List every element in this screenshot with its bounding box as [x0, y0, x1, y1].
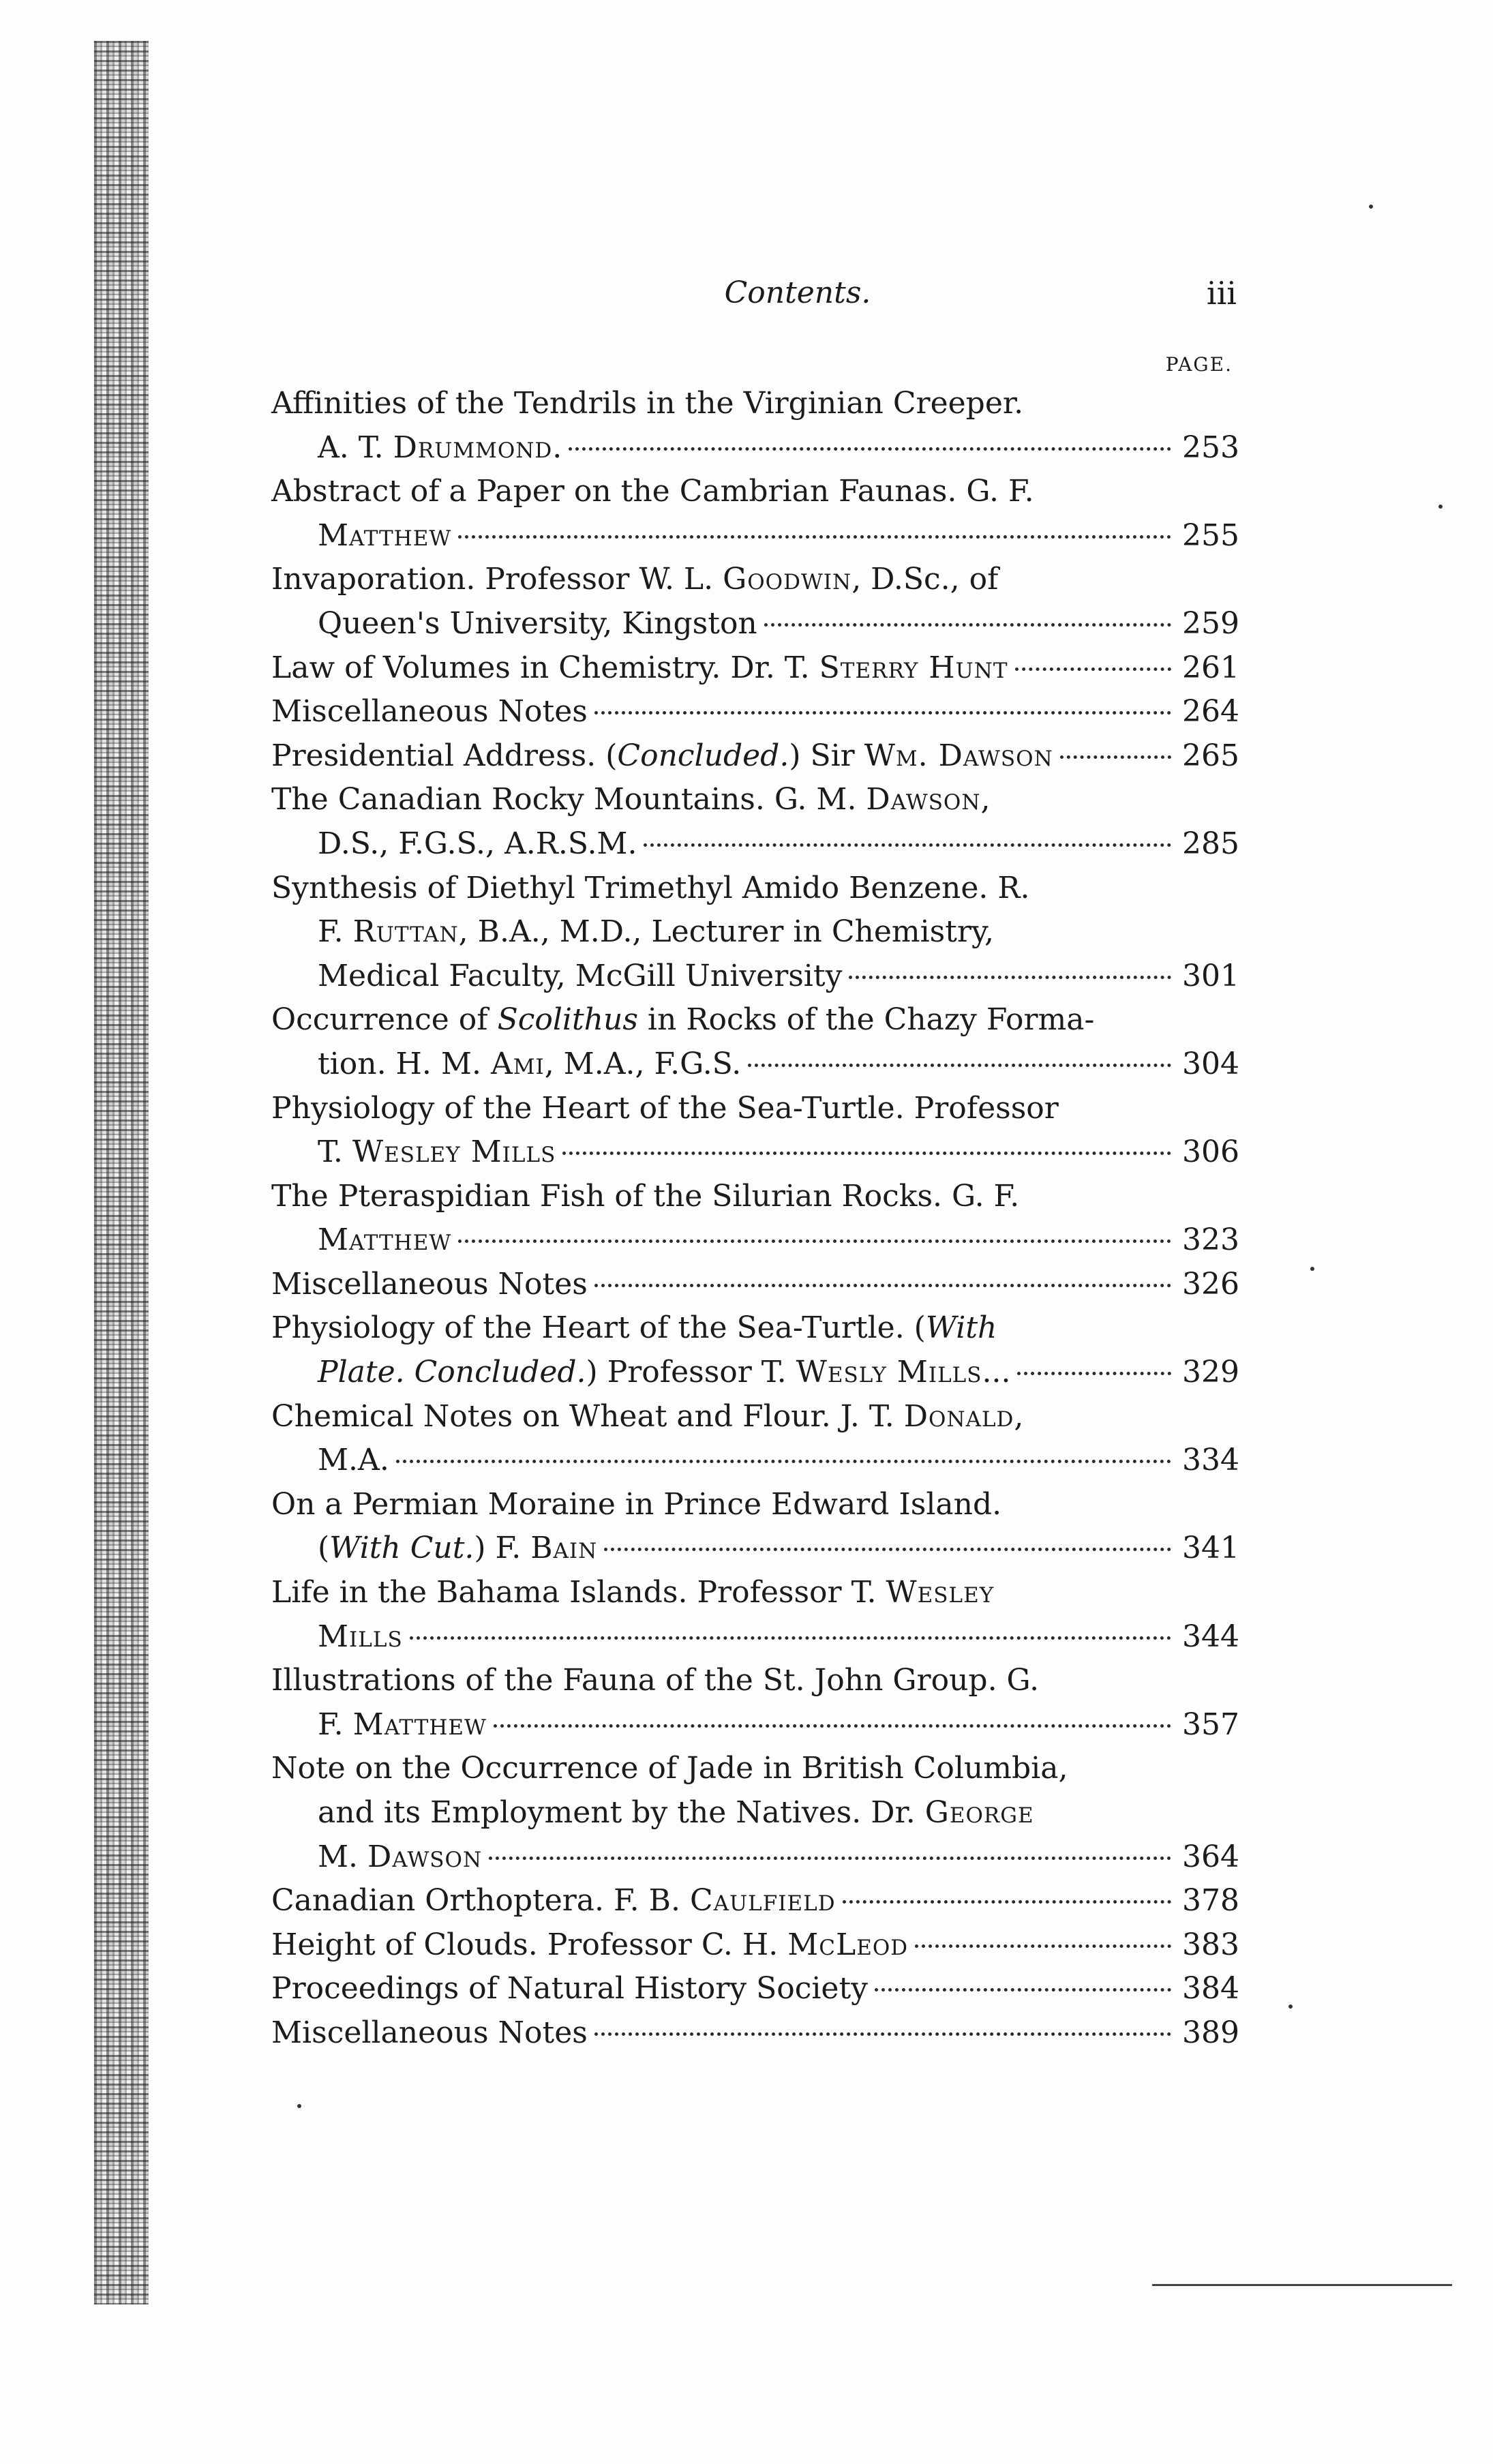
dot-leader: [489, 1857, 1171, 1860]
scan-speck: [1288, 2004, 1293, 2009]
toc-page-number: 306: [1182, 1135, 1239, 1170]
dot-leader: [764, 623, 1171, 627]
toc-entry-text: A. T. Drummond.: [318, 430, 562, 465]
dot-leader: [494, 1724, 1171, 1728]
toc-entry: [271, 382, 1239, 470]
toc-entry-text: Physiology of the Heart of the Sea-Turtle. Professor: [271, 1090, 1059, 1126]
toc-entry-text: Law of Volumes in Chemistry. Dr. T. Sterry Hunt: [271, 650, 1008, 685]
toc-line: [271, 1923, 1239, 1968]
table-of-contents: [271, 382, 1239, 2056]
dot-leader: [875, 1988, 1171, 1992]
toc-line: [271, 1218, 1239, 1263]
toc-entry-text: Miscellaneous Notes: [271, 1266, 588, 1302]
toc-entry-text: (With Cut.) F. Bain: [318, 1531, 598, 1566]
toc-entry-text: Height of Clouds. Professor C. H. McLeod: [271, 1927, 909, 1962]
toc-line: [271, 1175, 1239, 1219]
toc-line: [271, 1351, 1239, 1395]
toc-entry-text: Physiology of the Heart of the Sea-Turtle. (With: [271, 1310, 997, 1346]
dot-leader: [1060, 755, 1171, 759]
dot-leader: [562, 1152, 1171, 1155]
book-binding-edge: [94, 41, 149, 2304]
toc-entry: [271, 558, 1239, 646]
toc-entry-text: D.S., F.G.S., A.R.S.M.: [318, 826, 637, 861]
dot-leader: [410, 1636, 1171, 1640]
toc-page-number: 253: [1182, 430, 1239, 465]
toc-page-number: 304: [1182, 1046, 1239, 1081]
toc-line: [271, 778, 1239, 822]
toc-entry-text: Life in the Bahama Islands. Professor T. Wesley: [271, 1575, 995, 1610]
toc-entry: [271, 1087, 1239, 1175]
toc-entry: [271, 867, 1239, 999]
toc-line: [271, 910, 1239, 955]
toc-page-number: 323: [1182, 1222, 1239, 1258]
dot-leader: [1017, 1372, 1171, 1375]
toc-entry: [271, 1879, 1239, 1923]
toc-entry-text: Mills: [318, 1619, 403, 1654]
toc-entry: [271, 1571, 1239, 1659]
toc-line: [271, 1087, 1239, 1131]
toc-entry-text: F. Matthew: [318, 1707, 487, 1742]
toc-entry-text: T. Wesley Mills: [318, 1135, 556, 1170]
page-header: [273, 271, 1241, 315]
toc-page-number: 378: [1182, 1883, 1239, 1919]
toc-page-number: 334: [1182, 1443, 1239, 1478]
scan-speck: [297, 2104, 301, 2108]
toc-entry: [271, 998, 1239, 1086]
toc-page-number: 326: [1182, 1266, 1239, 1302]
dot-leader: [458, 535, 1171, 539]
toc-entry-text: F. Ruttan, B.A., M.D., Lecturer in Chemistry,: [318, 914, 994, 950]
toc-entry-text: Matthew: [318, 1222, 452, 1258]
dot-leader: [458, 1239, 1171, 1243]
toc-entry-text: tion. H. M. Ami, M.A., F.G.S.: [318, 1046, 742, 1081]
toc-entry-text: Miscellaneous Notes: [271, 694, 588, 730]
dot-leader: [594, 711, 1171, 715]
dot-leader: [748, 1064, 1171, 1067]
dot-leader: [849, 976, 1171, 979]
toc-line: [271, 1263, 1239, 1307]
toc-entry: [271, 2011, 1239, 2056]
toc-entry-text: Note on the Occurrence of Jade in British Columbia,: [271, 1751, 1068, 1786]
toc-entry: [271, 1747, 1239, 1879]
toc-page-number: 261: [1182, 650, 1239, 685]
toc-entry-text: Miscellaneous Notes: [271, 2015, 588, 2050]
toc-page-number: 344: [1182, 1619, 1239, 1654]
toc-entry: [271, 1395, 1239, 1483]
toc-entry-text: M. Dawson: [318, 1839, 483, 1874]
toc-page-number: 255: [1182, 517, 1239, 553]
toc-entry-text: The Pteraspidian Fish of the Silurian Rocks. G. F.: [271, 1178, 1020, 1214]
toc-page-number: 341: [1182, 1531, 1239, 1566]
toc-page-number: 329: [1182, 1355, 1239, 1390]
toc-line: [271, 1835, 1239, 1880]
toc-page-number: 389: [1182, 2015, 1239, 2050]
toc-entry-text: Presidential Address. (Concluded.) Sir Wm. Dawson: [271, 738, 1053, 773]
dot-leader: [569, 447, 1171, 451]
scan-speck: [1310, 1267, 1314, 1271]
toc-entry-text: Affinities of the Tendrils in the Virginian Creeper.: [271, 386, 1024, 421]
page-number: iii: [1206, 275, 1237, 312]
toc-entry-text: Abstract of a Paper on the Cambrian Faunas. G. F.: [271, 474, 1034, 509]
dot-leader: [594, 2032, 1171, 2036]
toc-entry-text: Canadian Orthoptera. F. B. Caulfield: [271, 1883, 836, 1919]
toc-entry-text: Queen's University, Kingston: [318, 605, 757, 641]
toc-line: [271, 1527, 1239, 1571]
toc-line: [271, 426, 1239, 470]
toc-line: [271, 1615, 1239, 1659]
toc-entry-text: The Canadian Rocky Mountains. G. M. Dawson,: [271, 782, 991, 817]
dot-leader: [594, 1284, 1171, 1287]
toc-line: [271, 382, 1239, 426]
running-title: Contents.: [724, 275, 871, 310]
toc-line: [271, 1571, 1239, 1615]
toc-entry: [271, 1175, 1239, 1263]
toc-line: [271, 690, 1239, 734]
toc-entry-text: Medical Faculty, McGill University: [318, 958, 843, 993]
toc-entry-text: Chemical Notes on Wheat and Flour. J. T. Donald,: [271, 1398, 1024, 1434]
toc-page-number: 357: [1182, 1707, 1239, 1742]
toc-line: [271, 955, 1239, 999]
toc-entry-text: Occurrence of Scolithus in Rocks of the Chazy Forma-: [271, 1002, 1095, 1038]
toc-line: [271, 1439, 1239, 1483]
toc-entry: [271, 646, 1239, 691]
toc-line: [271, 1967, 1239, 2011]
toc-line: [271, 1747, 1239, 1791]
toc-entry: [271, 1263, 1239, 1307]
toc-entry-text: Proceedings of Natural History Society: [271, 1971, 868, 2007]
toc-entry: [271, 470, 1239, 558]
toc-page-number: 265: [1182, 738, 1239, 773]
toc-line: [271, 470, 1239, 514]
toc-entry: [271, 1659, 1239, 1747]
dot-leader: [1015, 667, 1171, 671]
toc-line: [271, 1659, 1239, 1703]
scan-speck: [1369, 205, 1373, 209]
toc-page-number: 383: [1182, 1927, 1239, 1962]
toc-line: [271, 1483, 1239, 1527]
dot-leader: [396, 1460, 1171, 1463]
toc-line: [271, 867, 1239, 911]
toc-entry-text: On a Permian Moraine in Prince Edward Island.: [271, 1486, 1002, 1522]
toc-line: [271, 602, 1239, 646]
toc-entry-text: Matthew: [318, 517, 452, 553]
toc-line: [271, 998, 1239, 1042]
dot-leader: [915, 1944, 1171, 1948]
toc-line: [271, 1791, 1239, 1835]
toc-entry-text: M.A.: [318, 1443, 389, 1478]
toc-entry: [271, 1967, 1239, 2011]
toc-entry: [271, 778, 1239, 866]
toc-page-number: 264: [1182, 694, 1239, 730]
toc-line: [271, 822, 1239, 867]
toc-page-number: 301: [1182, 958, 1239, 993]
toc-entry: [271, 1306, 1239, 1394]
toc-line: [271, 1042, 1239, 1087]
toc-line: [271, 1703, 1239, 1747]
dot-leader: [604, 1548, 1171, 1551]
toc-line: [271, 514, 1239, 558]
dot-leader: [843, 1900, 1171, 1904]
toc-line: [271, 558, 1239, 602]
toc-line: [271, 1130, 1239, 1175]
toc-entry: [271, 690, 1239, 734]
toc-line: [271, 734, 1239, 779]
page-column-label: PAGE.: [1165, 353, 1233, 376]
toc-entry-text: Invaporation. Professor W. L. Goodwin, D.Sc., of: [271, 562, 999, 597]
toc-entry: [271, 734, 1239, 779]
toc-page-number: 364: [1182, 1839, 1239, 1874]
toc-entry: [271, 1483, 1239, 1571]
dot-leader: [644, 843, 1171, 847]
toc-line: [271, 1395, 1239, 1439]
toc-page-number: 259: [1182, 605, 1239, 641]
toc-entry: [271, 1923, 1239, 1968]
toc-entry-text: Plate. Concluded.) Professor T. Wesly Mills...: [318, 1355, 1011, 1390]
toc-line: [271, 1306, 1239, 1351]
toc-entry-text: Synthesis of Diethyl Trimethyl Amido Benzene. R.: [271, 870, 1030, 905]
toc-entry-text: and its Employment by the Natives. Dr. George: [318, 1795, 1034, 1830]
scan-edge-line: [1152, 2284, 1452, 2286]
scan-speck: [1438, 505, 1443, 509]
toc-entry-text: Illustrations of the Fauna of the St. John Group. G.: [271, 1663, 1040, 1698]
toc-page-number: 285: [1182, 826, 1239, 861]
toc-line: [271, 646, 1239, 691]
toc-line: [271, 2011, 1239, 2056]
toc-line: [271, 1879, 1239, 1923]
toc-page-number: 384: [1182, 1971, 1239, 2007]
